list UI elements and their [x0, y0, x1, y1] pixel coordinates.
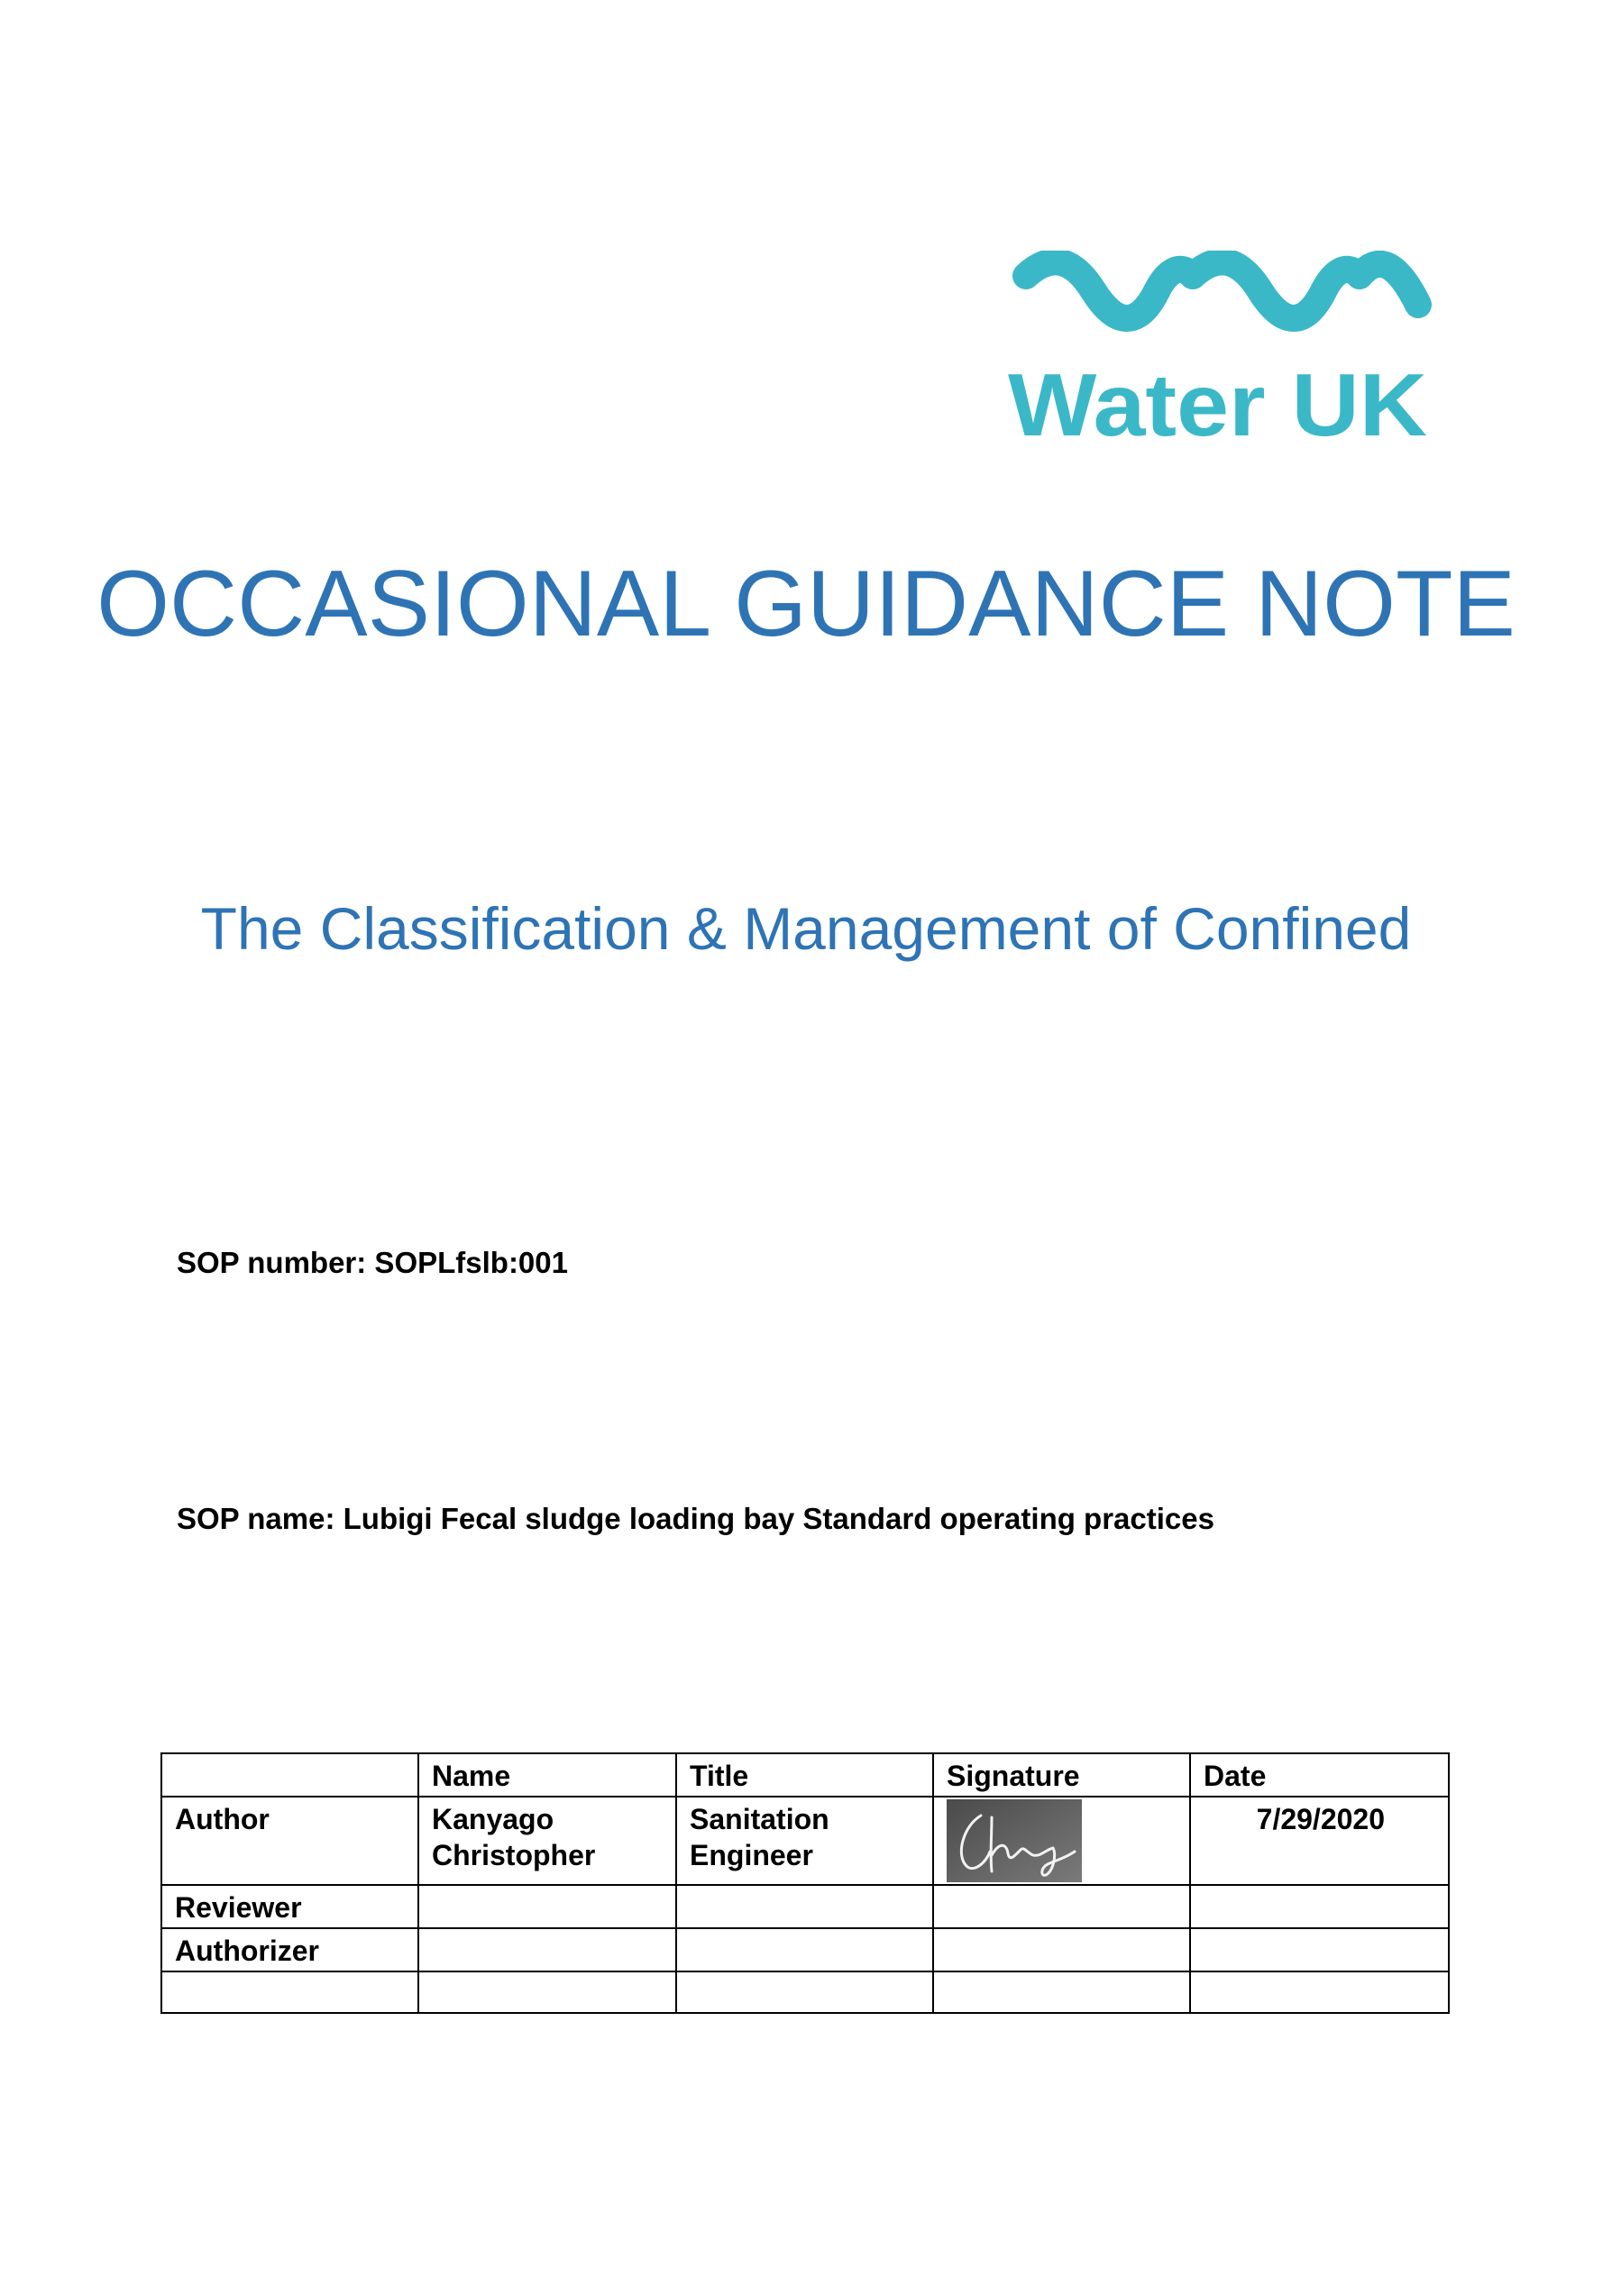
title-cell — [676, 1885, 933, 1928]
name-cell — [418, 1928, 676, 1971]
water-uk-logo-mark — [1008, 251, 1432, 449]
approval-table — [160, 1752, 1450, 2014]
role-cell: Author — [161, 1797, 418, 1885]
title-line: Engineer — [690, 1839, 813, 1871]
date-cell — [1190, 1971, 1449, 2013]
title-cell — [676, 1928, 933, 1971]
title-line: Sanitation — [690, 1803, 829, 1835]
date-cell — [1190, 1928, 1449, 1971]
title-cell — [676, 1971, 933, 2013]
name-cell — [418, 1971, 676, 2013]
signature-cell — [933, 1797, 1190, 1885]
logo-wordmark: Water UK — [1008, 355, 1427, 449]
page-subtitle: The Classification & Management of Confined — [200, 895, 1412, 962]
date-cell: 7/29/2020 — [1190, 1797, 1449, 1885]
table-row-empty — [161, 1971, 1449, 2013]
name-line: Christopher — [432, 1839, 596, 1871]
waves-icon — [1026, 261, 1418, 318]
header-cell-name: Name — [418, 1753, 676, 1797]
role-cell: Authorizer — [161, 1928, 418, 1971]
table-header-row — [161, 1753, 1449, 1797]
name-cell — [418, 1885, 676, 1928]
signature-cell — [933, 1928, 1190, 1971]
name-line: Kanyago — [432, 1803, 554, 1835]
page-title: OCCASIONAL GUIDANCE NOTE — [96, 552, 1516, 656]
signature-cell — [933, 1885, 1190, 1928]
table-row-reviewer — [161, 1885, 1449, 1928]
name-cell — [418, 1797, 676, 1885]
role-cell: Reviewer — [161, 1885, 418, 1928]
date-cell — [1190, 1885, 1449, 1928]
role-cell — [161, 1971, 418, 2013]
header-cell-title: Title — [676, 1753, 933, 1797]
handwritten-signature-icon — [947, 1799, 1082, 1882]
title-cell — [676, 1797, 933, 1885]
water-uk-logo — [1008, 251, 1432, 449]
sop-name: SOP name: Lubigi Fecal sludge loading bay Standard operating practices — [177, 1502, 1214, 1535]
signature-cell — [933, 1971, 1190, 2013]
header-cell-signature: Signature — [933, 1753, 1190, 1797]
header-cell-empty — [161, 1753, 418, 1797]
table-row-author — [161, 1797, 1449, 1885]
sop-number: SOP number: SOPLfslb:001 — [177, 1246, 568, 1279]
header-cell-date: Date — [1190, 1753, 1449, 1797]
table-row-authorizer — [161, 1928, 1449, 1971]
